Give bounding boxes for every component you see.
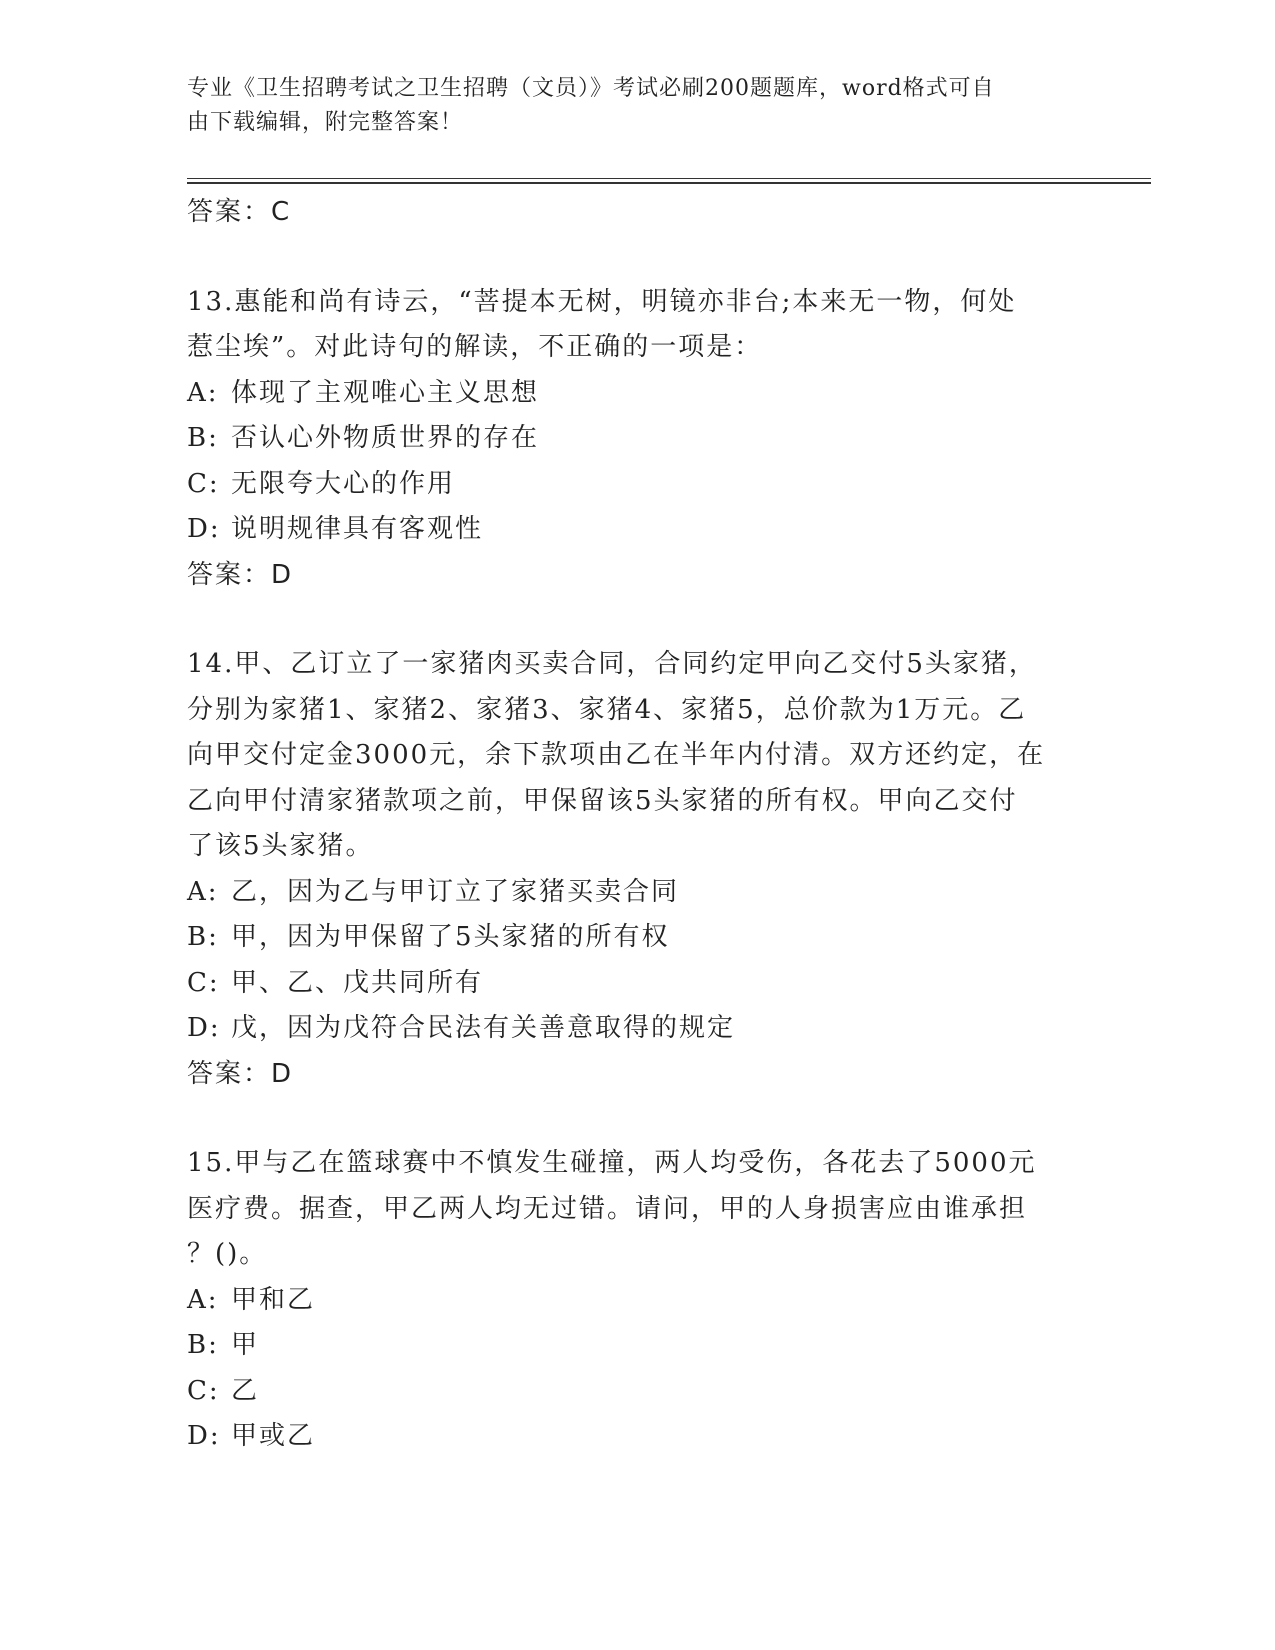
question-15 bbox=[187, 1141, 1087, 1460]
question-text-line: 14.甲、乙订立了一家猪肉买卖合同，合同约定甲向乙交付5头家猪， bbox=[187, 649, 1037, 679]
option-text: 戊，因为戊符合民法有关善意取得的规定 bbox=[231, 1013, 736, 1043]
spacer bbox=[187, 1097, 1087, 1141]
option-key: B: bbox=[187, 922, 219, 952]
header-line-1: 专业《卫生招聘考试之卫生招聘（文员）》考试必刷200题题库，word格式可自 bbox=[187, 76, 995, 101]
option-key: A: bbox=[187, 1284, 219, 1315]
header-rule-thick bbox=[187, 182, 1151, 184]
question-text-line: 医疗费。据查，甲乙两人均无过错。请问，甲的人身损害应由谁承担 bbox=[187, 1193, 1028, 1224]
question-text-line: 向甲交付定金3000元，余下款项由乙在半年内付清。双方还约定，在 bbox=[187, 740, 1046, 770]
option-b bbox=[187, 915, 1087, 961]
option-c bbox=[187, 1369, 1087, 1415]
option-c bbox=[187, 462, 1087, 508]
option-text: 说明规律具有客观性 bbox=[231, 514, 484, 544]
option-key: C: bbox=[187, 967, 220, 998]
answer-13: 答案：D bbox=[187, 559, 294, 590]
option-key: A: bbox=[187, 876, 219, 907]
question-text-line: 了该5头家猪。 bbox=[187, 831, 374, 861]
option-d bbox=[187, 1006, 1087, 1052]
option-text: 甲 bbox=[231, 1330, 260, 1360]
answer-previous: 答案：C bbox=[187, 197, 292, 227]
spacer bbox=[187, 598, 1087, 642]
option-text: 甲、乙、戊共同所有 bbox=[231, 967, 484, 998]
question-14 bbox=[187, 642, 1087, 1097]
question-text-line: 15.甲与乙在篮球赛中不慎发生碰撞，两人均受伤，各花去了5000元 bbox=[187, 1148, 1037, 1178]
option-key: D: bbox=[187, 514, 221, 544]
option-text: 甲或乙 bbox=[231, 1421, 316, 1451]
header-rule-thin bbox=[187, 178, 1151, 179]
option-key: B: bbox=[187, 1330, 219, 1360]
option-text: 无限夸大心的作用 bbox=[231, 468, 456, 499]
option-text: 乙 bbox=[231, 1375, 260, 1406]
document-body bbox=[187, 190, 1087, 1460]
option-text: 甲和乙 bbox=[231, 1284, 316, 1315]
question-text-line: 13.惠能和尚有诗云，“菩提本无树，明镜亦非台;本来无一物，何处 bbox=[187, 286, 1017, 317]
option-key: C: bbox=[187, 468, 220, 499]
option-b bbox=[187, 1323, 1087, 1369]
document-header bbox=[187, 72, 1067, 140]
option-d bbox=[187, 1414, 1087, 1460]
option-c bbox=[187, 961, 1087, 1007]
option-text: 否认心外物质世界的存在 bbox=[231, 423, 540, 453]
question-13 bbox=[187, 280, 1087, 599]
option-a bbox=[187, 870, 1087, 916]
option-b bbox=[187, 416, 1087, 462]
option-key: D: bbox=[187, 1013, 221, 1043]
option-key: D: bbox=[187, 1421, 221, 1451]
option-text: 乙，因为乙与甲订立了家猪买卖合同 bbox=[231, 876, 680, 907]
spacer bbox=[187, 236, 1087, 280]
header-line-2: 由下载编辑，附完整答案！ bbox=[187, 110, 464, 135]
option-a bbox=[187, 1278, 1087, 1324]
option-d bbox=[187, 507, 1087, 553]
question-text-line: ？()。 bbox=[187, 1239, 268, 1269]
option-a bbox=[187, 371, 1087, 417]
option-text: 体现了主观唯心主义思想 bbox=[231, 377, 540, 408]
option-text: 甲，因为甲保留了5头家猪的所有权 bbox=[231, 922, 670, 952]
option-key: C: bbox=[187, 1375, 220, 1406]
answer-14: 答案：D bbox=[187, 1058, 294, 1089]
question-text-line: 分别为家猪1、家猪2、家猪3、家猪4、家猪5，总价款为1万元。乙 bbox=[187, 694, 1027, 725]
option-key: B: bbox=[187, 423, 219, 453]
question-text-line: 惹尘埃”。对此诗句的解读，不正确的一项是： bbox=[187, 332, 763, 362]
question-text-line: 乙向甲付清家猪款项之前，甲保留该5头家猪的所有权。甲向乙交付 bbox=[187, 785, 1018, 816]
option-key: A: bbox=[187, 377, 219, 408]
